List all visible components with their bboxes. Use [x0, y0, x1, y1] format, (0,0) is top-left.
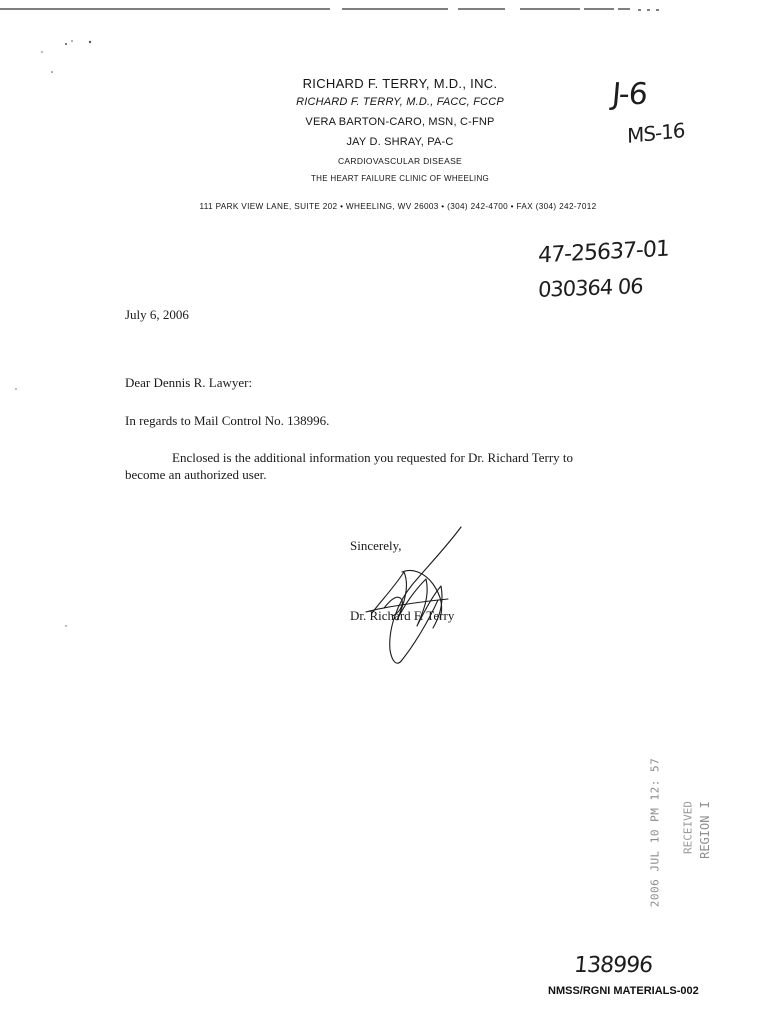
letter-salutation: Dear Dennis R. Lawyer: [125, 375, 253, 390]
scan-specks [15, 40, 91, 627]
letter-body-line: Enclosed is the additional information you requested for Dr. Richard Terry to [172, 450, 574, 465]
handwritten-mail-number: 138996 [572, 953, 654, 978]
letter-signatory: Dr. Richard F. Terry [350, 608, 455, 623]
received-stamp-region: REGION I [698, 801, 712, 859]
received-stamp-date: 2006 JUL 10 PM 12: 57 [648, 757, 662, 908]
letter-closing: Sincerely, [350, 538, 402, 553]
letterhead-physician-assistant: JAY D. SHRAY, PA-C [346, 136, 454, 148]
letterhead-specialty: CARDIOVASCULAR DISEASE [337, 156, 463, 166]
received-stamp-label: RECEIVED [681, 801, 695, 854]
letterhead-nurse-practitioner: VERA BARTON-CARO, MSN, C-FNP [305, 116, 495, 128]
handwritten-license-number: 47-25637-01 [537, 236, 670, 269]
letterhead-clinic: THE HEART FAILURE CLINIC OF WHEELING [310, 174, 490, 183]
scan-edge-line [0, 9, 660, 10]
letter-date: July 6, 2006 [125, 307, 189, 322]
handwritten-code-1: J-6 [610, 77, 649, 112]
letterhead-physician: RICHARD F. TERRY, M.D., FACC, FCCP [296, 96, 504, 108]
letterhead-address: 111 PARK VIEW LANE, SUITE 202 • WHEELING, WV 26003 • (304) 242-4700 • FAX (304) 242-7012 [199, 202, 597, 211]
handwritten-code-2: MS-16 [626, 117, 685, 149]
letter-reference: In regards to Mail Control No. 138996. [125, 413, 330, 428]
letter-body-line: become an authorized user. [125, 467, 267, 482]
handwritten-control-number: 030364 06 [537, 274, 644, 302]
routing-label: NMSS/RGNI MATERIALS-002 [548, 985, 699, 997]
letterhead-company: RICHARD F. TERRY, M.D., INC. [302, 76, 498, 91]
